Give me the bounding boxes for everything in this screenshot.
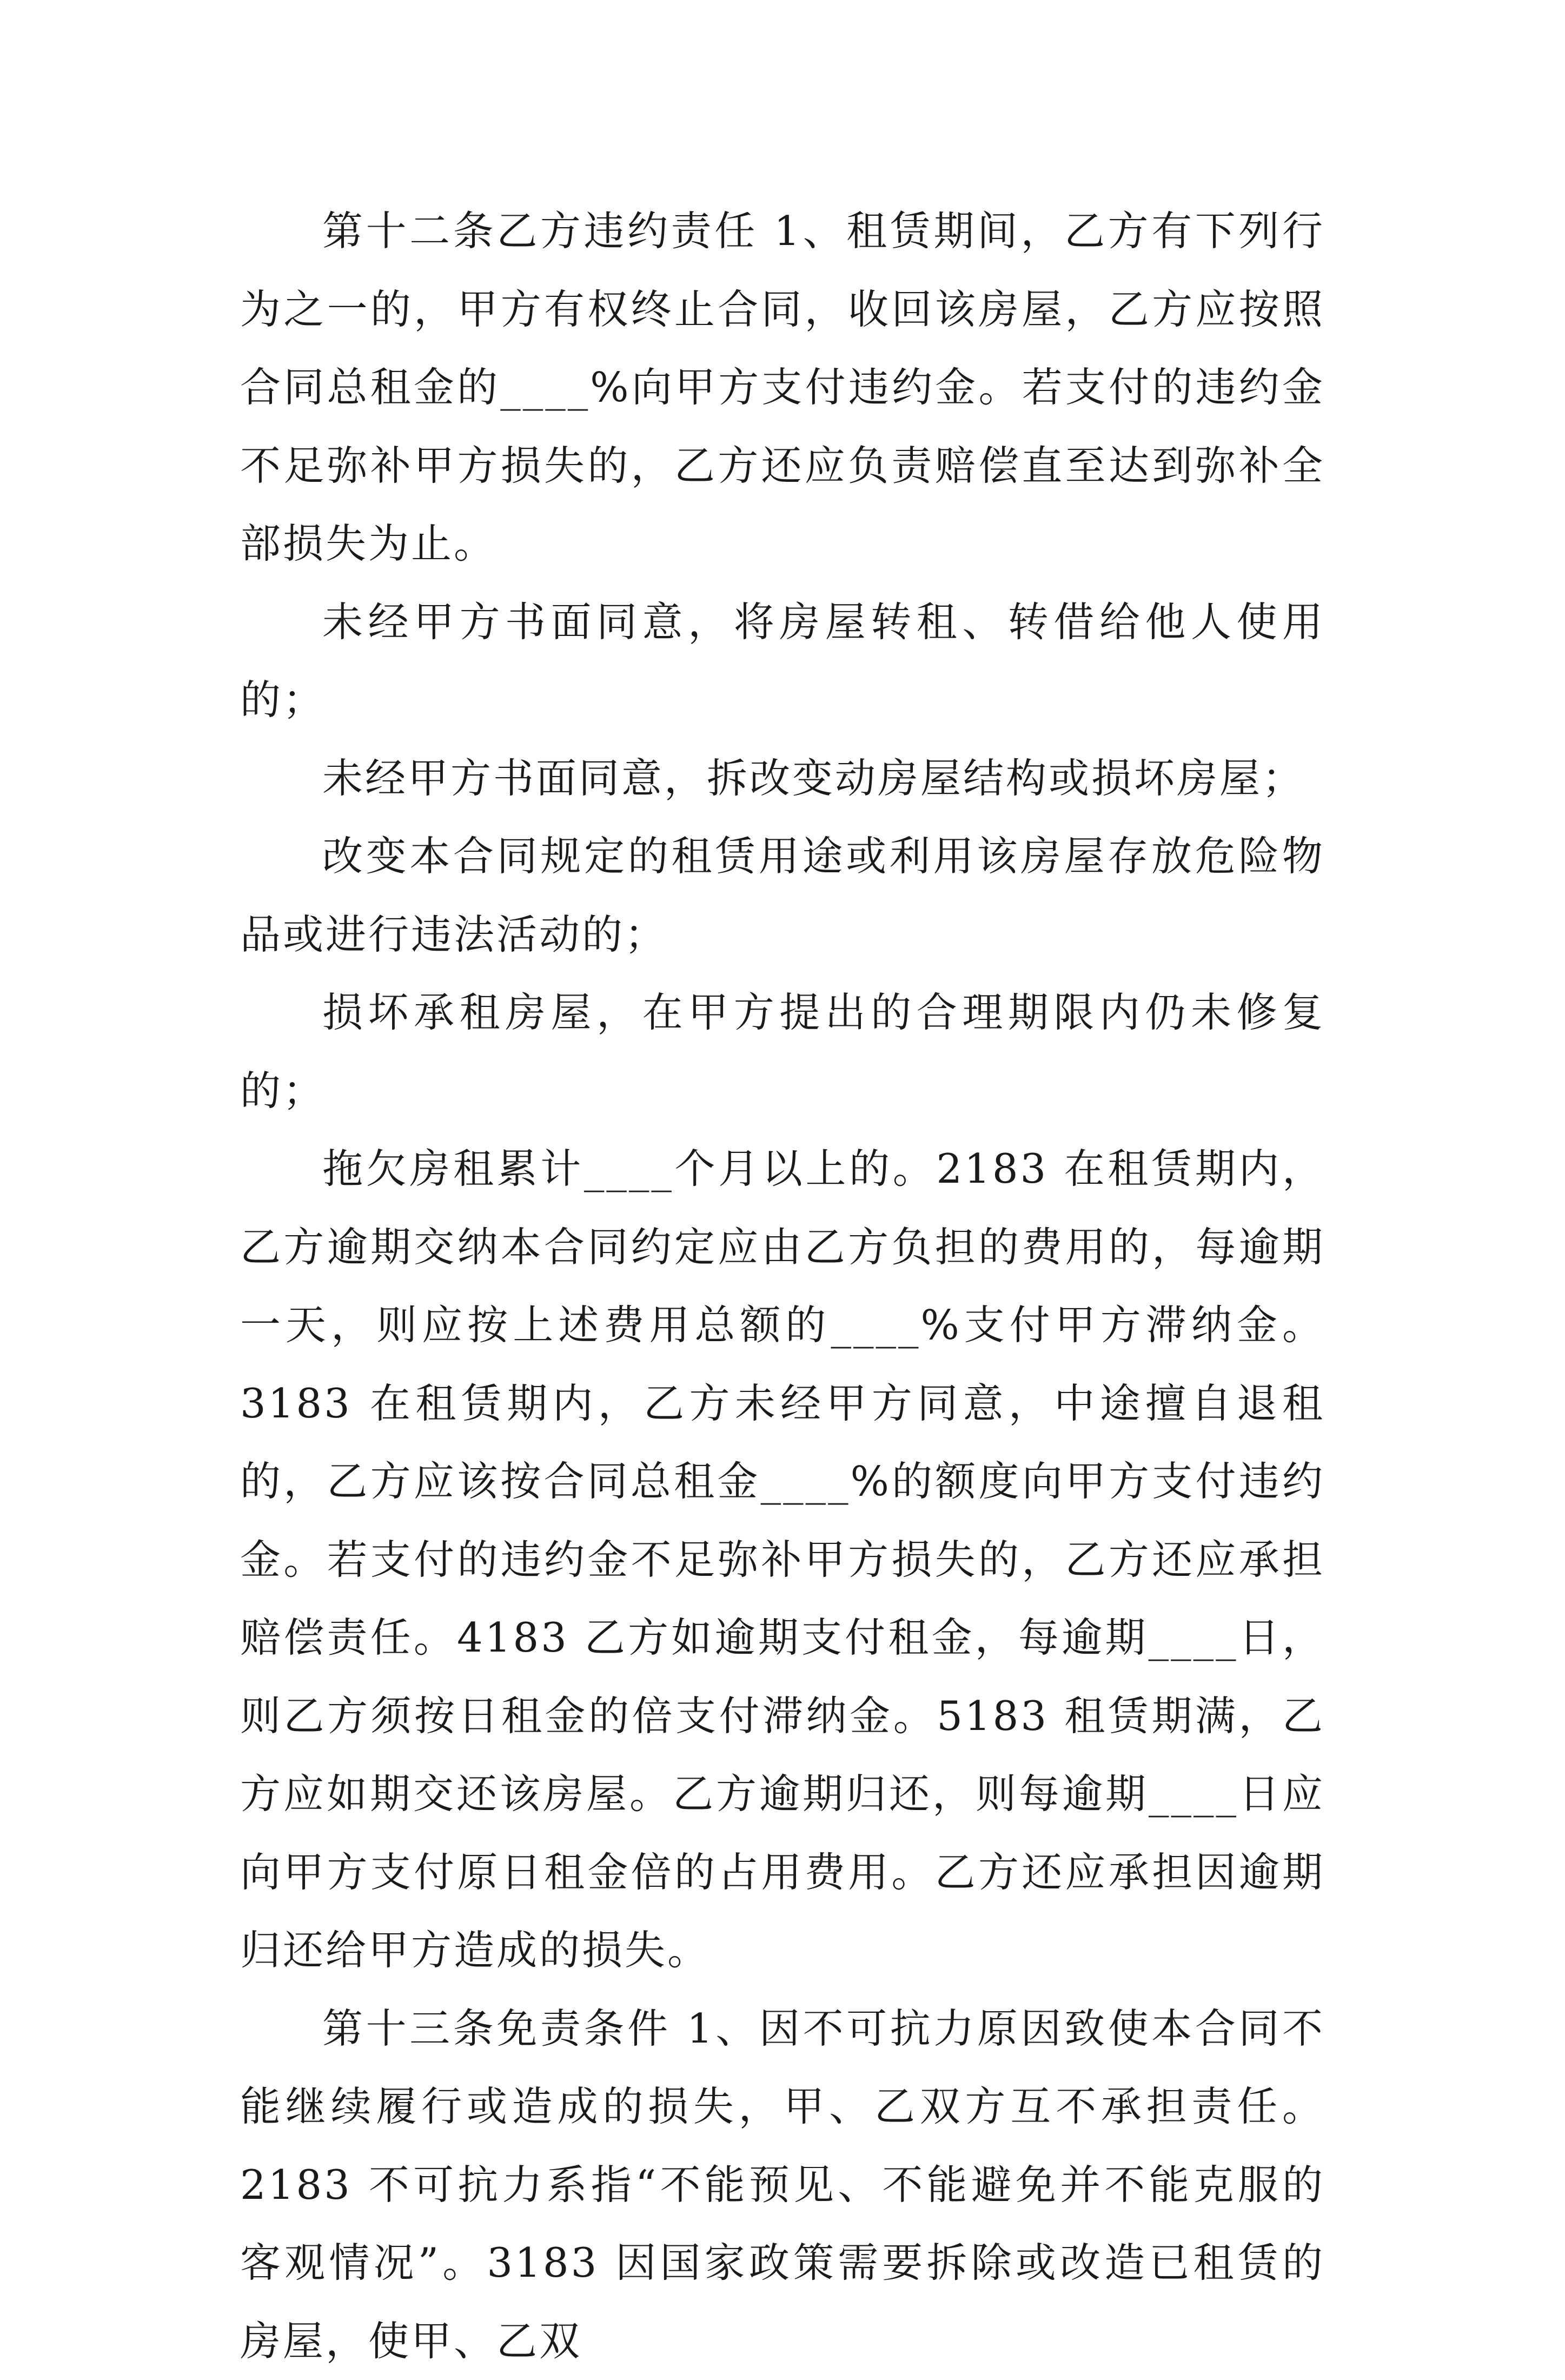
paragraph-item-sublet: 未经甲方书面同意，将房屋转租、转借给他人使用的； bbox=[240, 583, 1325, 739]
paragraph-article-12: 第十二条乙方违约责任 1、租赁期间，乙方有下列行为之一的，甲方有权终止合同，收回该房屋，乙方应按照合同总租金的____%向甲方支付违约金。若支付的违约金不足弥补甲方损失的，乙方还应负责赔偿直至达到弥补全部损失为止。 bbox=[240, 192, 1325, 583]
paragraph-item-alteration: 未经甲方书面同意，拆改变动房屋结构或损坏房屋； bbox=[240, 739, 1325, 818]
paragraph-article-13: 第十三条免责条件 1、因不可抗力原因致使本合同不能继续履行或造成的损失，甲、乙双方互不承担责任。2183 不可抗力系指“不能预见、不能避免并不能克服的客观情况”。3183 因国家政策需要拆除或改造已租赁的房屋，使甲、乙双 bbox=[240, 1990, 1325, 2380]
paragraph-item-damage: 损坏承租房屋，在甲方提出的合理期限内仍未修复的； bbox=[240, 973, 1325, 1130]
paragraph-item-arrears: 拖欠房租累计____个月以上的。2183 在租赁期内，乙方逾期交纳本合同约定应由乙方负担的费用的，每逾期一天，则应按上述费用总额的____%支付甲方滞纳金。3183 在租赁期内，乙方未经甲方同意，中途擅自退租的，乙方应该按合同总租金____%的额度向甲方支付违约金。若支付的违约金不足弥补甲方损失的，乙方还应承担赔偿责任。4183 乙方如逾期支付租金，每逾期____日，则乙方须按日租金的倍支付滞纳金。5183 租赁期满，乙方应如期交还该房屋。乙方逾期归还，则每逾期____日应向甲方支付原日租金倍的占用费用。乙方还应承担因逾期归还给甲方造成的损失。 bbox=[240, 1130, 1325, 1990]
document-body bbox=[240, 192, 1325, 2380]
paragraph-item-usage: 改变本合同规定的租赁用途或利用该房屋存放危险物品或进行违法活动的； bbox=[240, 817, 1325, 973]
